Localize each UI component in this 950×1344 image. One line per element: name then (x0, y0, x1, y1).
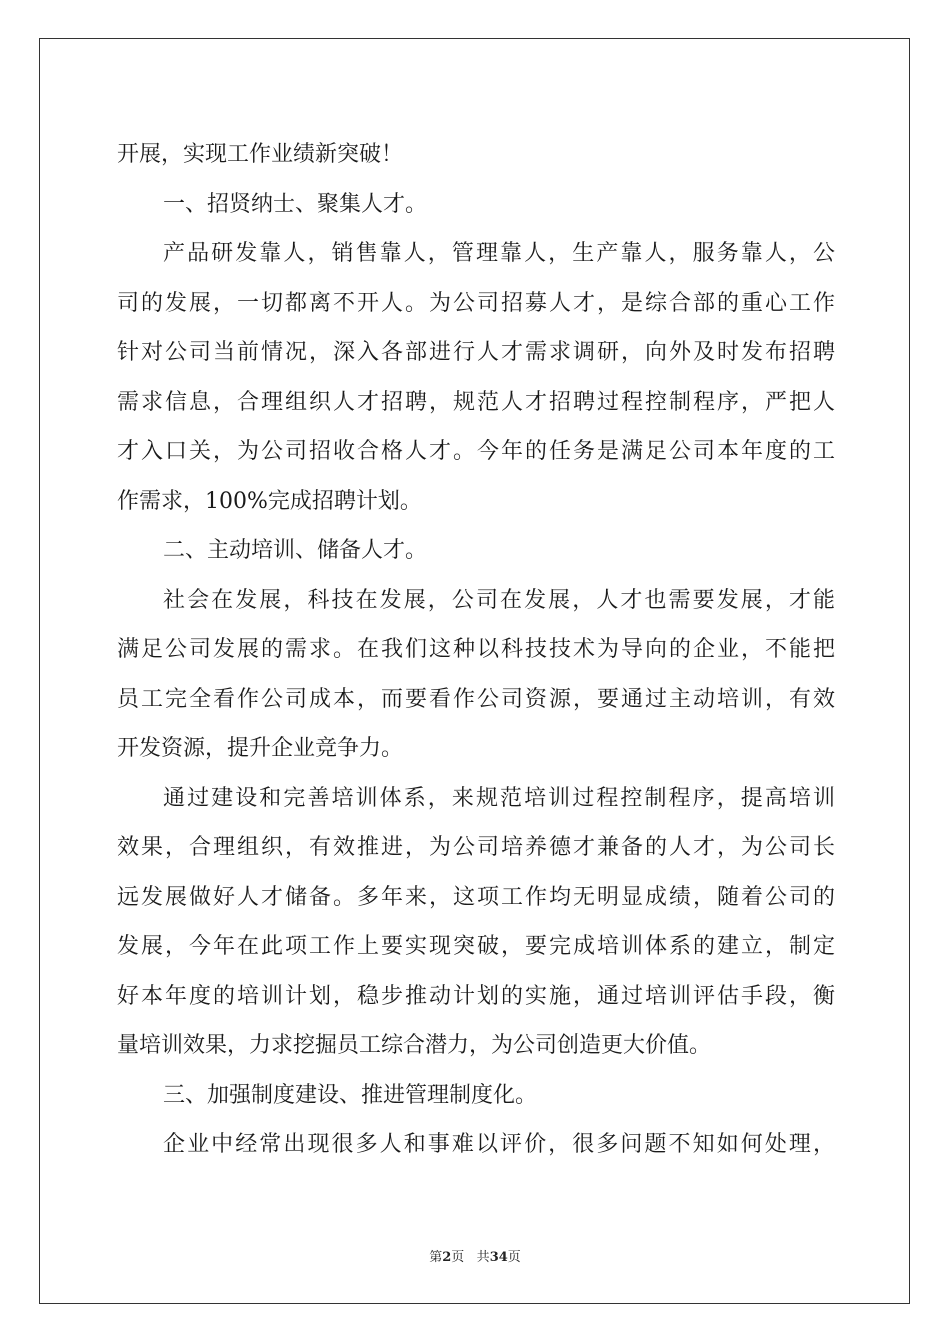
text-line-15: 效果，合理组织，有效推进，为公司培养德才兼备的人才，为公司长 (117, 835, 835, 860)
text-line-7: 才入口关，为公司招收合格人才。今年的任务是满足公司本年度的工 (117, 439, 835, 464)
page-number: 2 (442, 1250, 452, 1265)
section-heading-2: 二、主动培训、储备人才。 (163, 538, 428, 563)
text-line-12: 员工完全看作公司成本，而要看作公司资源，要通过主动培训，有效 (117, 686, 835, 712)
page-suffix: 页 (451, 1250, 465, 1265)
text-line-13: 开发资源，提升企业竞争力。 (117, 736, 404, 761)
total-prefix: 共 (476, 1250, 490, 1265)
text-line-11: 满足公司发展的需求。在我们这种以科技技术为导向的企业，不能把 (117, 637, 835, 662)
text-line-16: 远发展做好人才储备。多年来，这项工作均无明显成绩，随着公司的 (117, 884, 835, 910)
total-suffix: 页 (507, 1250, 521, 1265)
text-line-5: 针对公司当前情况，深入各部进行人才需求调研，向外及时发布招聘 (117, 340, 835, 365)
document-body (117, 130, 835, 1170)
page-prefix: 第 (429, 1250, 443, 1265)
text-line-21: 企业中经常出现很多人和事难以评价，很多问题不知如何处理， (163, 1132, 835, 1157)
text-line-6: 需求信息，合理组织人才招聘，规范人才招聘过程控制程序，严把人 (117, 389, 835, 415)
text-line-17: 发展，今年在此项工作上要实现突破，要完成培训体系的建立，制定 (117, 934, 835, 959)
page-footer (0, 1246, 950, 1265)
text-line-8: 作需求，100%完成招聘计划。 (117, 488, 422, 514)
section-heading-3: 三、加强制度建设、推进管理制度化。 (163, 1082, 538, 1108)
text-line-1: 开展，实现工作业绩新突破！ (117, 142, 404, 167)
text-line-3: 产品研发靠人，销售靠人，管理靠人，生产靠人，服务靠人，公 (163, 241, 835, 266)
text-line-19: 量培训效果，力求挖掘员工综合潜力，为公司创造更大价值。 (117, 1033, 712, 1058)
text-line-4: 司的发展，一切都离不开人。为公司招募人才，是综合部的重心工作 (117, 290, 835, 316)
section-heading-1: 一、招贤纳士、聚集人才。 (163, 191, 428, 217)
text-line-10: 社会在发展，科技在发展，公司在发展，人才也需要发展，才能 (163, 587, 835, 613)
text-line-18: 好本年度的培训计划，稳步推动计划的实施，通过培训评估手段，衡 (117, 983, 835, 1009)
text-line-14: 通过建设和完善培训体系，来规范培训过程控制程序，提高培训 (163, 785, 835, 811)
total-pages: 34 (489, 1250, 508, 1265)
